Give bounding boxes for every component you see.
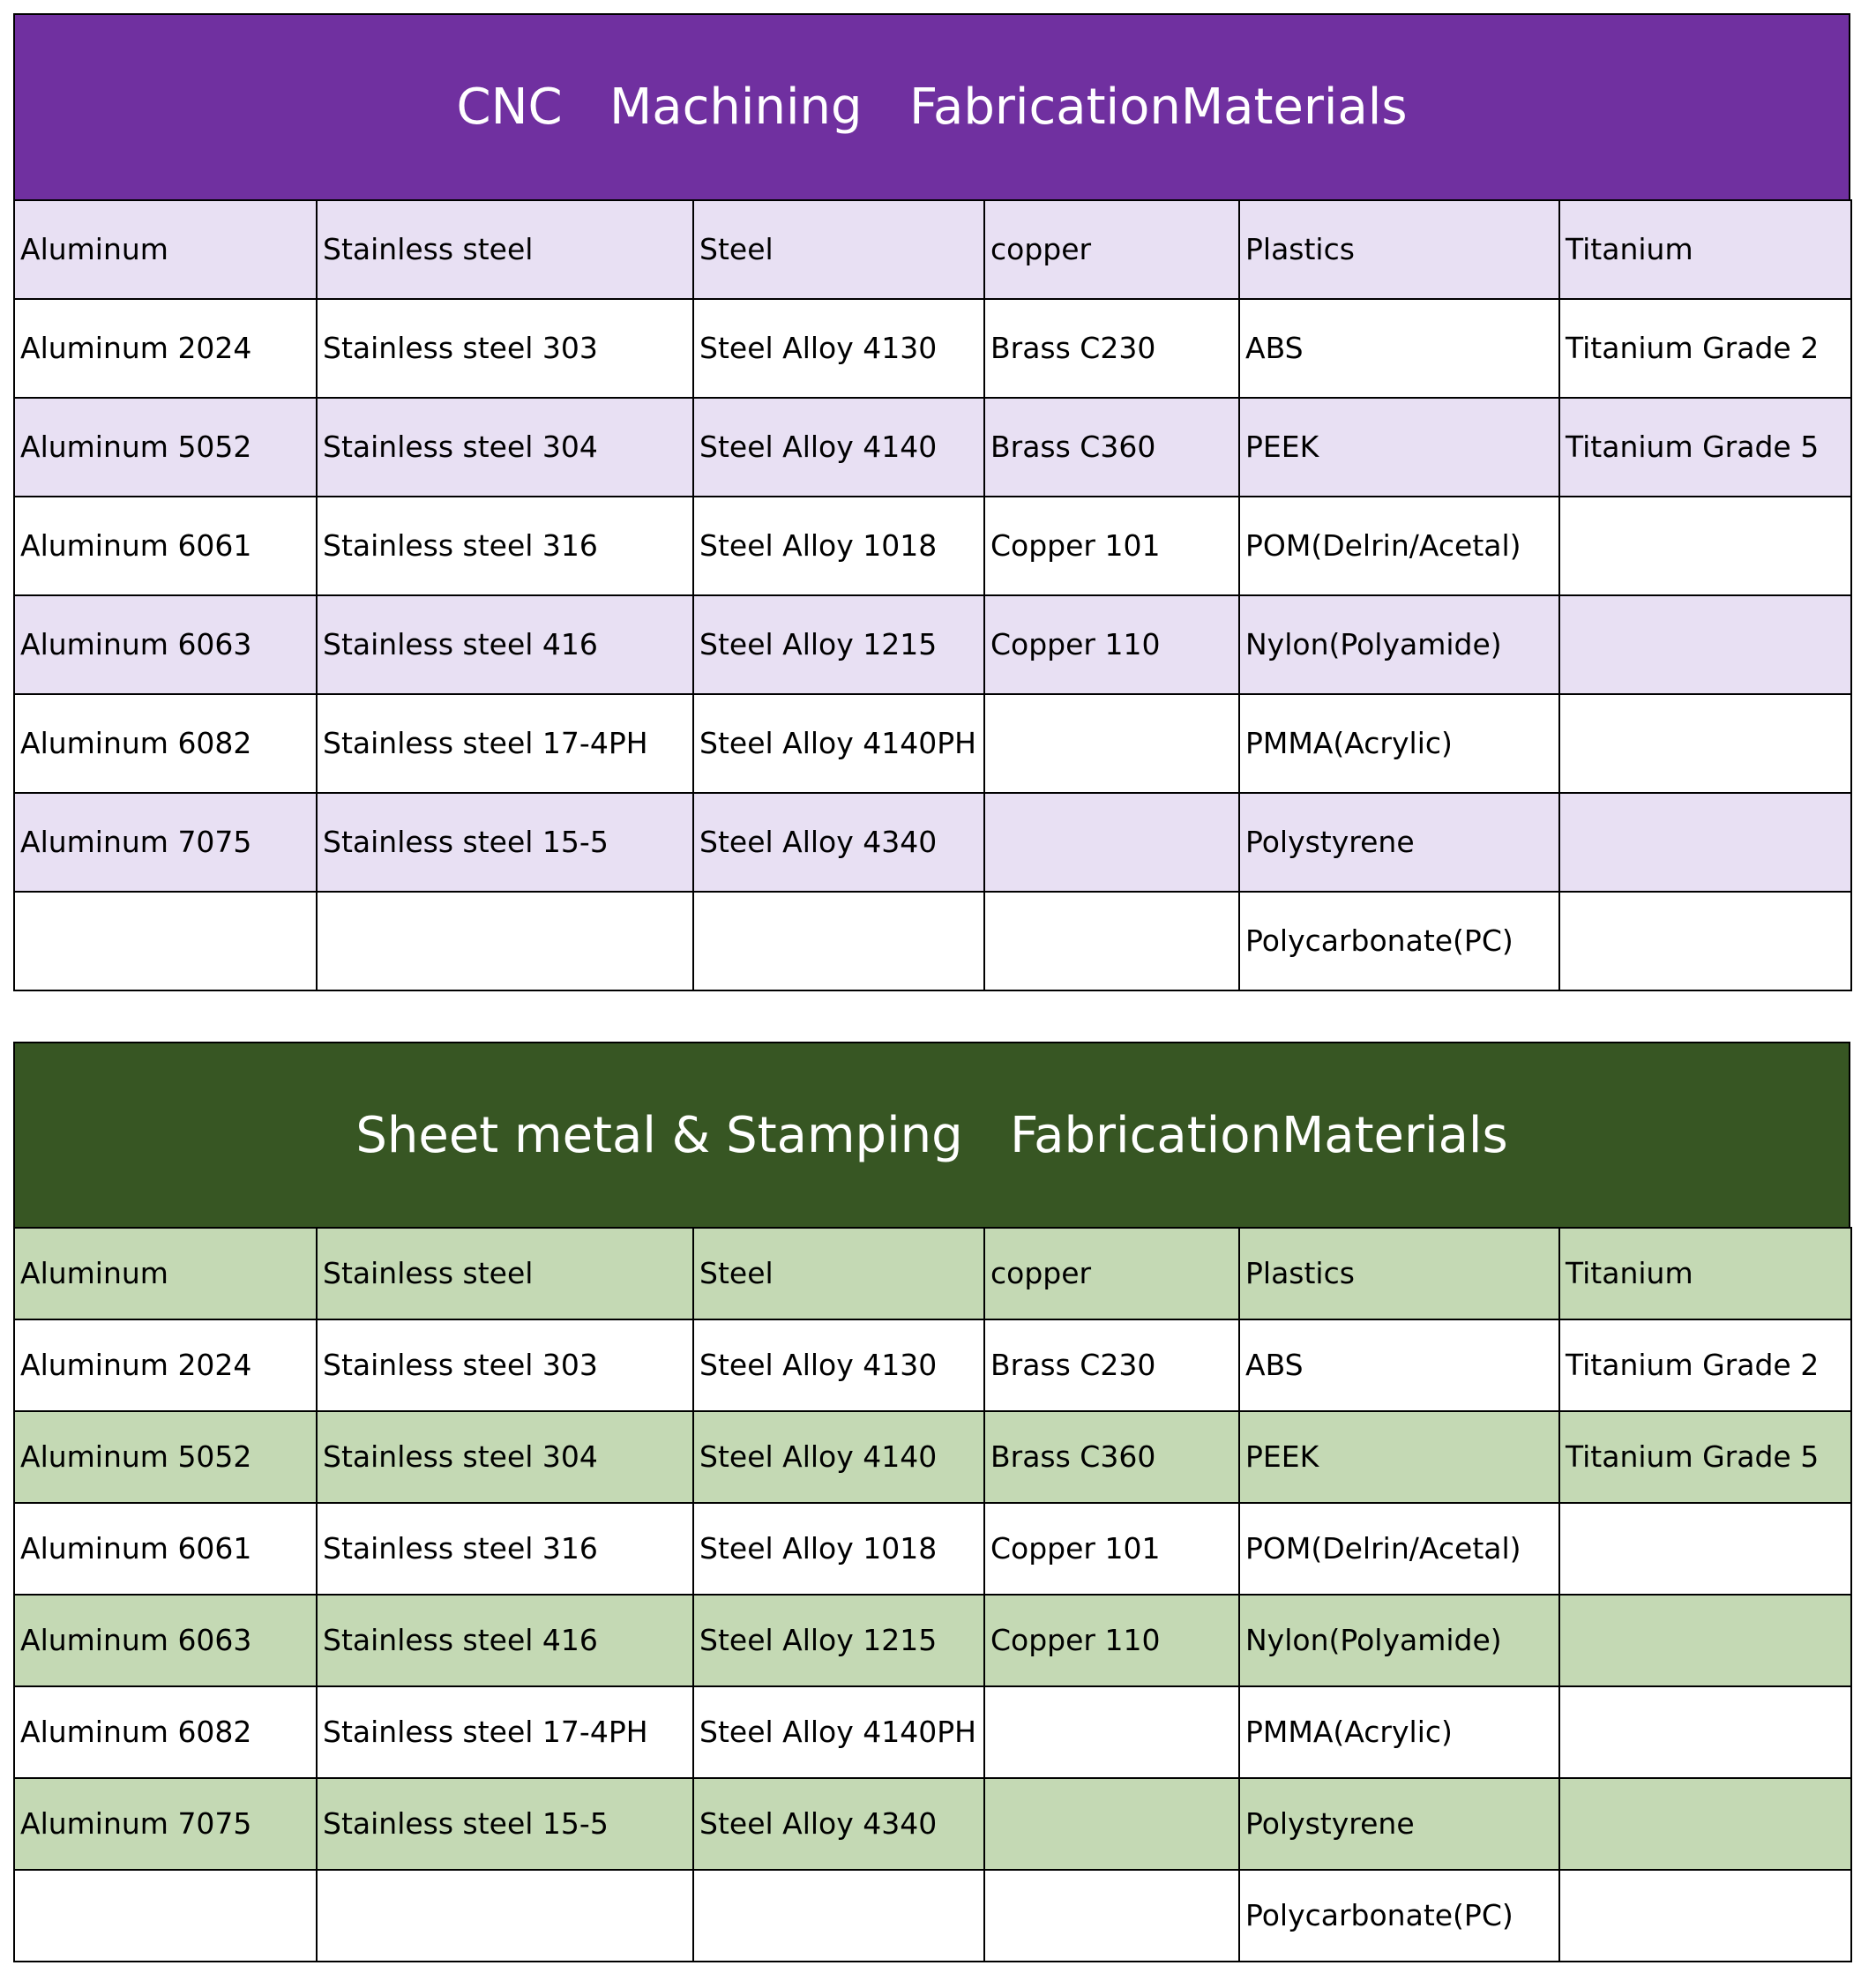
table-row [14,892,1851,990]
table-cell: Aluminum 6063 [14,1595,317,1686]
table-cell [1559,694,1851,793]
table-cell: Nylon(Polyamide) [1239,595,1559,694]
table-cell: ABS [1239,1319,1559,1411]
table-cell: Stainless steel 17-4PH [317,694,693,793]
table-cell: Stainless steel 17-4PH [317,1686,693,1778]
table-row [14,595,1851,694]
column-header: Aluminum [14,200,317,299]
table-row [14,1686,1851,1778]
table-row [14,1595,1851,1686]
header-row [14,1228,1851,1319]
table-cell: POM(Delrin/Acetal) [1239,1503,1559,1595]
table-cell: Steel Alloy 4140PH [693,694,984,793]
column-header: Steel [693,200,984,299]
table-row [14,694,1851,793]
table-cell: Stainless steel 416 [317,1595,693,1686]
table-cell [984,793,1239,892]
table-cell: POM(Delrin/Acetal) [1239,497,1559,595]
sheet-metal-materials-table-block [13,1042,1850,1962]
table-cell: Titanium Grade 5 [1559,1411,1851,1503]
table-row [14,299,1851,398]
table-cell: Steel Alloy 4140 [693,398,984,497]
table-cell: Steel Alloy 1018 [693,497,984,595]
table-cell: Copper 110 [984,1595,1239,1686]
table-cell: Aluminum 6061 [14,1503,317,1595]
column-header: Steel [693,1228,984,1319]
table-cell: Steel Alloy 4140 [693,1411,984,1503]
table-cell: Stainless steel 303 [317,1319,693,1411]
table-cell: Aluminum 2024 [14,1319,317,1411]
cnc-table-body [14,200,1851,990]
table-cell [1559,892,1851,990]
table-cell [317,1870,693,1962]
table-cell [1559,1503,1851,1595]
column-header: Titanium [1559,1228,1851,1319]
table-cell: Steel Alloy 1215 [693,595,984,694]
table-cell: Aluminum 6063 [14,595,317,694]
table-cell: Stainless steel 303 [317,299,693,398]
table-row [14,1870,1851,1962]
sheet-metal-materials-table [13,1227,1852,1962]
table-cell: Steel Alloy 4340 [693,793,984,892]
table-cell [1559,1870,1851,1962]
table-cell [317,892,693,990]
table-cell: Stainless steel 304 [317,1411,693,1503]
column-header: Aluminum [14,1228,317,1319]
table-row [14,1778,1851,1870]
table-cell [693,1870,984,1962]
table-cell [1559,1595,1851,1686]
table-cell: Copper 101 [984,1503,1239,1595]
column-header: Stainless steel [317,200,693,299]
column-header: Titanium [1559,200,1851,299]
table-row [14,1503,1851,1595]
table-cell: Polycarbonate(PC) [1239,892,1559,990]
column-header: Stainless steel [317,1228,693,1319]
table-cell: ABS [1239,299,1559,398]
table-cell: Steel Alloy 4130 [693,299,984,398]
cnc-table-title: CNC Machining FabricationMaterials [13,13,1850,199]
table-cell: Aluminum 6082 [14,694,317,793]
table-cell: Aluminum 7075 [14,1778,317,1870]
table-cell [1559,1778,1851,1870]
table-cell: Brass C230 [984,1319,1239,1411]
table-cell: Polystyrene [1239,1778,1559,1870]
table-cell: Stainless steel 15-5 [317,793,693,892]
table-cell [984,1870,1239,1962]
header-row [14,200,1851,299]
table-cell [1559,1686,1851,1778]
table-cell: Aluminum 2024 [14,299,317,398]
column-header: copper [984,1228,1239,1319]
table-cell: Titanium Grade 5 [1559,398,1851,497]
table-cell [1559,497,1851,595]
table-cell: Titanium Grade 2 [1559,299,1851,398]
table-cell [984,892,1239,990]
table-cell [1559,793,1851,892]
table-cell: Copper 110 [984,595,1239,694]
table-row [14,398,1851,497]
table-cell [693,892,984,990]
table-cell: Steel Alloy 4340 [693,1778,984,1870]
sheet-metal-table-body [14,1228,1851,1962]
table-cell: Brass C360 [984,398,1239,497]
table-cell: Brass C230 [984,299,1239,398]
table-cell: Steel Alloy 1215 [693,1595,984,1686]
table-cell: Stainless steel 416 [317,595,693,694]
table-cell: Stainless steel 316 [317,497,693,595]
table-cell [984,1686,1239,1778]
table-cell: Copper 101 [984,497,1239,595]
table-cell: Titanium Grade 2 [1559,1319,1851,1411]
cnc-materials-table-block [13,13,1850,991]
table-cell [14,1870,317,1962]
column-header: Plastics [1239,1228,1559,1319]
table-cell: PMMA(Acrylic) [1239,694,1559,793]
table-cell: Stainless steel 316 [317,1503,693,1595]
table-cell: Aluminum 5052 [14,1411,317,1503]
table-cell: PMMA(Acrylic) [1239,1686,1559,1778]
table-cell: Aluminum 5052 [14,398,317,497]
table-cell: Brass C360 [984,1411,1239,1503]
table-cell: Aluminum 6061 [14,497,317,595]
table-cell: Steel Alloy 4130 [693,1319,984,1411]
table-row [14,1319,1851,1411]
table-cell: Aluminum 6082 [14,1686,317,1778]
column-header: copper [984,200,1239,299]
table-cell: Aluminum 7075 [14,793,317,892]
table-cell [1559,595,1851,694]
table-cell: Polystyrene [1239,793,1559,892]
table-cell [984,1778,1239,1870]
table-row [14,793,1851,892]
sheet-metal-table-title: Sheet metal & Stamping FabricationMaterials [13,1042,1850,1227]
table-row [14,497,1851,595]
column-header: Plastics [1239,200,1559,299]
table-cell: Nylon(Polyamide) [1239,1595,1559,1686]
cnc-materials-table [13,199,1852,991]
table-cell: Polycarbonate(PC) [1239,1870,1559,1962]
table-cell [984,694,1239,793]
table-cell: Stainless steel 304 [317,398,693,497]
table-cell: PEEK [1239,1411,1559,1503]
table-cell: Steel Alloy 4140PH [693,1686,984,1778]
table-cell: PEEK [1239,398,1559,497]
table-cell: Steel Alloy 1018 [693,1503,984,1595]
table-row [14,1411,1851,1503]
table-cell: Stainless steel 15-5 [317,1778,693,1870]
table-cell [14,892,317,990]
